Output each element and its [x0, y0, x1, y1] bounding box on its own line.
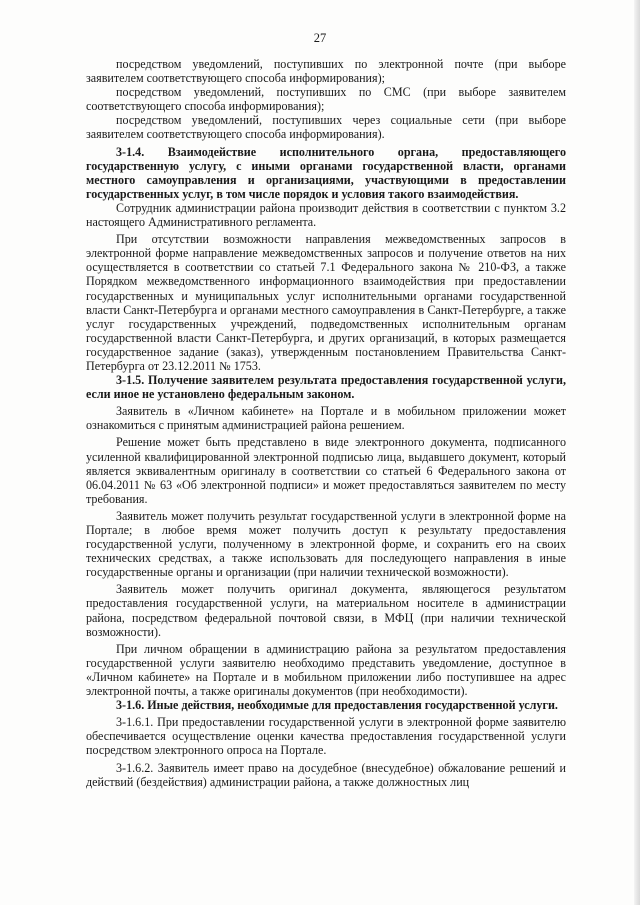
page-number: 27: [313, 31, 327, 45]
paragraph-electronic-decision: Решение может быть представлено в виде электронного документа, подписанного усиленной квалифицированной электронной подписью лица, выдавшего документ, который является эквивалентным оригиналу в соответствии со статьей 6 Федерального закона от 06.04.2011 № 63 «Об электронной подписи» и может предоставляться заявителем по месту требования.: [86, 435, 566, 506]
paragraph-notify-social: посредством уведомлений, поступивших через социальные сети (при выборе заявителем соответствующего способа информирования).: [86, 113, 566, 142]
paragraph-employee-actions: Сотрудник администрации района производит действия в соответствии с пунктом 3.2 настоящего Административного регламента.: [86, 200, 566, 230]
paragraph-personal-cabinet: Заявитель в «Личном кабинете» на Портале и в мобильном приложении может ознакомиться с принятым администрацией района решением.: [86, 404, 566, 433]
paragraph-3-1-6-2: 3-1.6.2. Заявитель имеет право на досудебное (внесудебное) обжалование решений и действий (бездействия) администрации района, а также должностных лиц: [86, 760, 566, 789]
paragraph-result-on-portal: Заявитель может получить результат государственной услуги в электронной форме на Портале; в любое время может получить доступ к результату предоставления государственной услуги, полученному в электронной форме, и сохранить его на своих технических средствах, а также использовать для последующего направления в иные государственные органы и организации (при наличии технической возможности).: [86, 508, 566, 580]
paragraph-3-1-6-1: 3-1.6.1. При предоставлении государственной услуги в электронной форме заявителю обеспечивается осуществление оценки качества предоставления государственной услуги посредством электронного опроса на Портале.: [86, 715, 566, 758]
section-heading-3-1-6: 3-1.6. Иные действия, необходимые для предоставления государственной услуги.: [116, 698, 558, 713]
paragraph-notify-email: посредством уведомлений, поступивших по электронной почте (при выборе заявителем соответствующего способа информирования);: [86, 57, 566, 86]
section-heading-3-1-5: 3-1.5. Получение заявителем результата предоставления государственной услуги, если иное не установлено федеральным законом.: [86, 373, 566, 402]
document-body: [86, 57, 566, 789]
page-edge-shadow: [634, 0, 640, 905]
paragraph-notify-sms: посредством уведомлений, поступивших по СМС (при выборе заявителем соответствующего способа информирования);: [86, 85, 566, 114]
section-heading-3-1-4: 3-1.4. Взаимодействие исполнительного органа, предоставляющего государственную услугу, с иными органами государственной власти, органами местного самоуправления и организациями, участвующими в предоставлении государственных услуг, в том числе порядок и условия такого взаимодействия.: [86, 144, 566, 201]
paragraph-original-document: Заявитель может получить оригинал документа, являющегося результатом предоставления государственной услуги, на материальном носителе в администрации района, посредством федеральной почтовой связи, в МФЦ (при наличии технической возможности).: [86, 582, 566, 639]
paragraph-interagency-requests: При отсутствии возможности направления межведомственных запросов в электронной форме направление межведомственных запросов и получение ответов на них осуществляется в соответствии со статьей 7.1 Федерального закона № 210-ФЗ, а также Порядком межведомственного информационного взаимодействия при предоставлении государственных и муниципальных услуг исполнительными органами государственной власти Санкт-Петербурга и органами местного самоуправления в Санкт-Петербурге, а также услуг государственных учреждений, подведомственных исполнительным органам государственной власти Санкт-Петербурга, и других организаций, в которых размещается государственное задание (заказ), утвержденным постановлением Правительства Санкт-Петербурга от 23.12.2011 № 1753.: [86, 232, 566, 373]
paragraph-personal-visit: При личном обращении в администрацию района за результатом предоставления государственной услуги заявителю необходимо представить уведомление, доступное в «Личном кабинете» на Портале и в мобильном приложении либо поступившее на адрес электронной почты, а также оригиналы документов (при необходимости).: [86, 641, 566, 699]
